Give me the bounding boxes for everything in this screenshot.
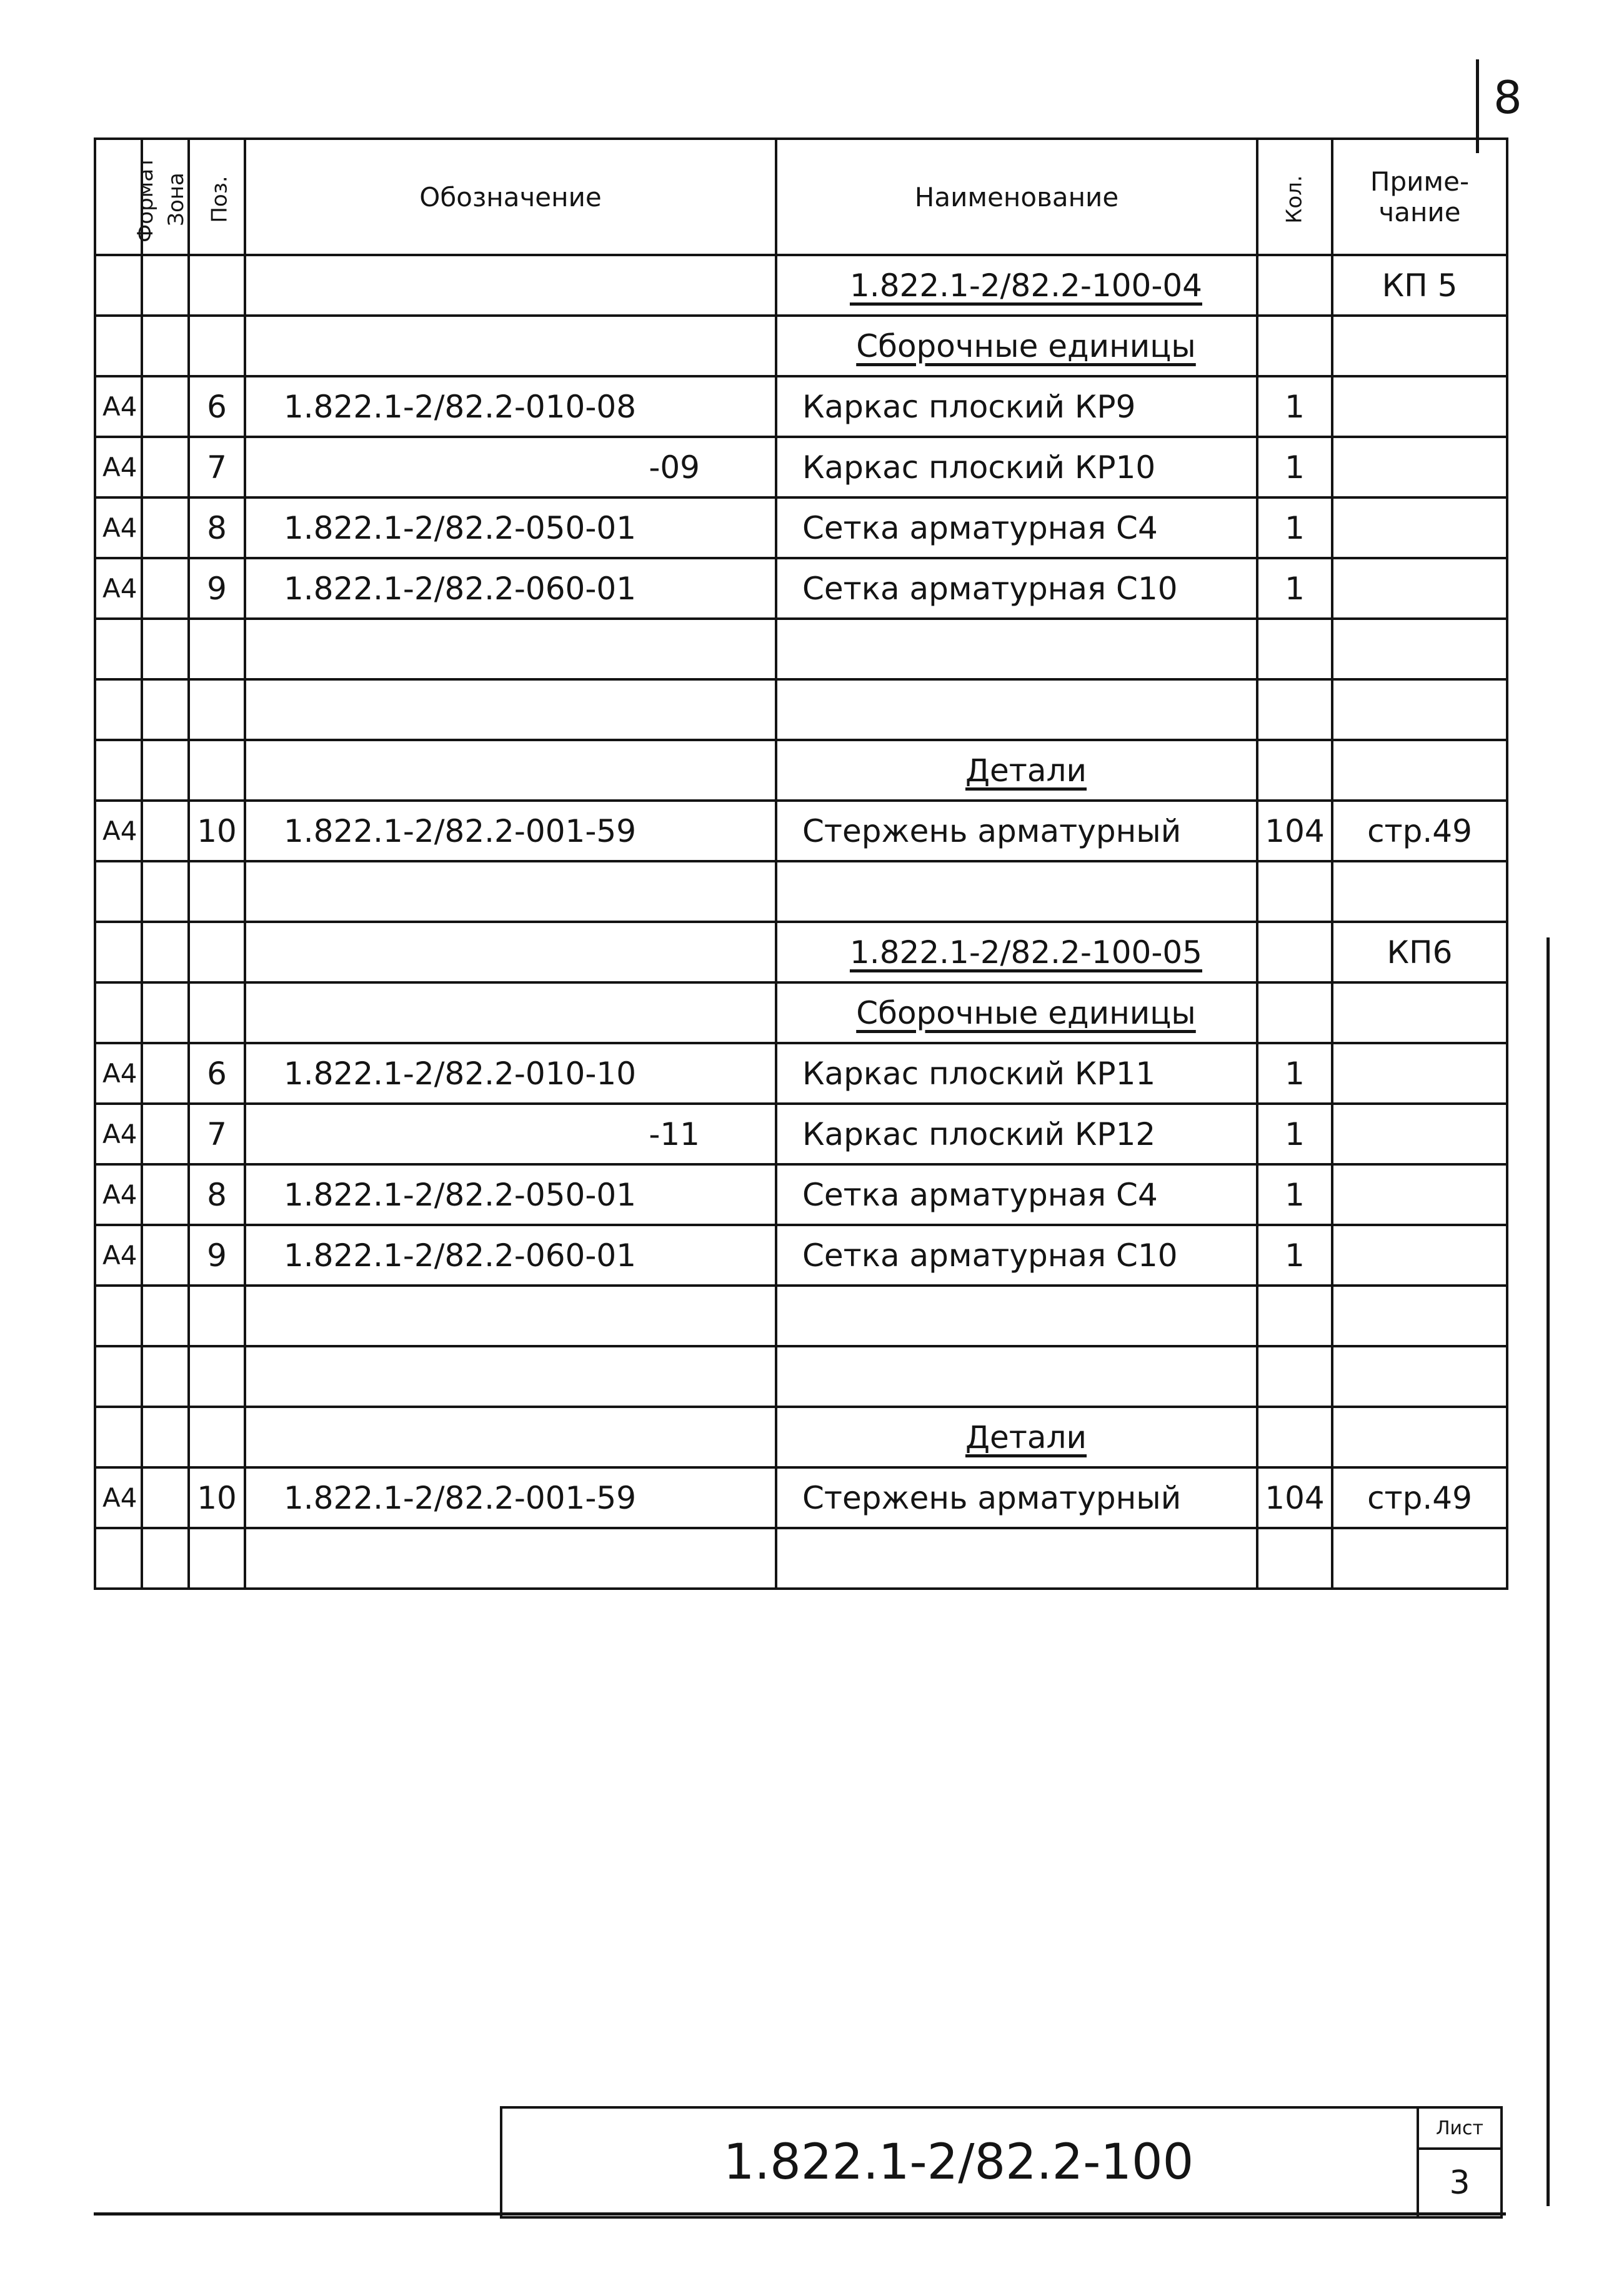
- cell-position: [189, 982, 245, 1043]
- frame-right-line: [1547, 937, 1550, 2206]
- table-row: [95, 801, 1507, 861]
- table-row: [95, 1104, 1507, 1164]
- cell-zone: [142, 679, 189, 740]
- cell-position: [189, 316, 245, 376]
- cell-quantity: 1: [1257, 1104, 1332, 1164]
- cell-name: Стержень арматурный: [776, 801, 1257, 861]
- cell-name: Сборочные единицы: [776, 982, 1257, 1043]
- cell-name: Сетка арматурная С10: [776, 1225, 1257, 1286]
- cell-quantity: 1: [1257, 376, 1332, 437]
- cell-position: 8: [189, 497, 245, 558]
- cell-note: стр.49: [1332, 801, 1507, 861]
- sheet-number: 3: [1449, 2164, 1470, 2202]
- cell-quantity: [1257, 679, 1332, 740]
- cell-format: [95, 1407, 142, 1467]
- table-row: [95, 316, 1507, 376]
- cell-note: [1332, 316, 1507, 376]
- cell-quantity: [1257, 255, 1332, 316]
- cell-zone: [142, 1104, 189, 1164]
- cell-designation: 1.822.1-2/82.2-050-01: [245, 497, 776, 558]
- table-row: [95, 497, 1507, 558]
- cell-format: [95, 982, 142, 1043]
- cell-position: 10: [189, 1467, 245, 1528]
- cell-format: [95, 1286, 142, 1346]
- cell-format: А4: [95, 437, 142, 497]
- table-header: [95, 139, 1507, 255]
- cell-note: [1332, 1225, 1507, 1286]
- cell-name: Каркас плоский КР11: [776, 1043, 1257, 1104]
- cell-designation: 1.822.1-2/82.2-010-08: [245, 376, 776, 437]
- table-row: [95, 1164, 1507, 1225]
- cell-designation: [245, 1286, 776, 1346]
- title-block: [500, 2106, 1503, 2219]
- cell-format: А4: [95, 558, 142, 619]
- table-row: [95, 1467, 1507, 1528]
- cell-position: [189, 1528, 245, 1589]
- cell-note: [1332, 1528, 1507, 1589]
- cell-name: Детали: [776, 1407, 1257, 1467]
- cell-name: Детали: [776, 740, 1257, 801]
- cell-quantity: 1: [1257, 1225, 1332, 1286]
- cell-format: [95, 1528, 142, 1589]
- table-row: [95, 922, 1507, 982]
- table-row: [95, 1346, 1507, 1407]
- cell-quantity: [1257, 1528, 1332, 1589]
- cell-designation: 1.822.1-2/82.2-050-01: [245, 1164, 776, 1225]
- cell-name: Сетка арматурная С4: [776, 497, 1257, 558]
- cell-designation: [245, 1528, 776, 1589]
- cell-format: [95, 316, 142, 376]
- cell-zone: [142, 861, 189, 922]
- cell-quantity: 104: [1257, 1467, 1332, 1528]
- cell-designation: -09: [245, 437, 776, 497]
- header-row: [95, 139, 1507, 255]
- cell-position: 10: [189, 801, 245, 861]
- cell-position: 6: [189, 1043, 245, 1104]
- cell-quantity: [1257, 1346, 1332, 1407]
- cell-zone: [142, 376, 189, 437]
- cell-zone: [142, 437, 189, 497]
- specification-table: [94, 137, 1508, 1590]
- cell-format: [95, 1346, 142, 1407]
- table-row: [95, 1407, 1507, 1467]
- cell-format: А4: [95, 1467, 142, 1528]
- cell-name: [776, 861, 1257, 922]
- header-position: Поз.: [189, 139, 245, 255]
- table-row: [95, 558, 1507, 619]
- cell-name: Каркас плоский КР12: [776, 1104, 1257, 1164]
- cell-zone: [142, 1225, 189, 1286]
- cell-note: [1332, 1104, 1507, 1164]
- cell-zone: [142, 619, 189, 679]
- cell-format: А4: [95, 376, 142, 437]
- cell-zone: [142, 922, 189, 982]
- cell-position: [189, 1346, 245, 1407]
- cell-format: А4: [95, 497, 142, 558]
- cell-designation: -11: [245, 1104, 776, 1164]
- header-zone: Зона: [142, 139, 189, 255]
- cell-designation: [245, 316, 776, 376]
- cell-zone: [142, 801, 189, 861]
- header-note: Приме-чание: [1332, 139, 1507, 255]
- cell-name: Стержень арматурный: [776, 1467, 1257, 1528]
- cell-format: А4: [95, 1104, 142, 1164]
- table-row: [95, 437, 1507, 497]
- cell-position: [189, 679, 245, 740]
- cell-designation: [245, 1407, 776, 1467]
- cell-zone: [142, 1407, 189, 1467]
- table-row: [95, 1225, 1507, 1286]
- table-row: [95, 376, 1507, 437]
- cell-quantity: 1: [1257, 497, 1332, 558]
- header-designation: Обозначение: [245, 139, 776, 255]
- cell-format: [95, 740, 142, 801]
- cell-zone: [142, 316, 189, 376]
- cell-position: [189, 1286, 245, 1346]
- cell-quantity: 1: [1257, 1164, 1332, 1225]
- cell-note: стр.49: [1332, 1467, 1507, 1528]
- cell-quantity: [1257, 1407, 1332, 1467]
- cell-note: [1332, 861, 1507, 922]
- header-quantity: Кол.: [1257, 139, 1332, 255]
- cell-designation: [245, 255, 776, 316]
- cell-quantity: [1257, 1286, 1332, 1346]
- cell-note: [1332, 376, 1507, 437]
- table-row: [95, 1043, 1507, 1104]
- cell-note: [1332, 740, 1507, 801]
- cell-quantity: 104: [1257, 801, 1332, 861]
- cell-name: Каркас плоский КР10: [776, 437, 1257, 497]
- cell-position: [189, 255, 245, 316]
- cell-name: [776, 1528, 1257, 1589]
- cell-quantity: 1: [1257, 558, 1332, 619]
- cell-position: [189, 619, 245, 679]
- cell-designation: [245, 740, 776, 801]
- cell-designation: [245, 861, 776, 922]
- sheet-cell: [1417, 2109, 1500, 2216]
- cell-note: [1332, 1407, 1507, 1467]
- table-row: [95, 740, 1507, 801]
- cell-note: [1332, 1043, 1507, 1104]
- cell-name: Каркас плоский КР9: [776, 376, 1257, 437]
- cell-zone: [142, 1346, 189, 1407]
- cell-designation: [245, 679, 776, 740]
- cell-format: А4: [95, 801, 142, 861]
- header-format: Формат: [95, 139, 142, 255]
- cell-position: 8: [189, 1164, 245, 1225]
- cell-designation: 1.822.1-2/82.2-010-10: [245, 1043, 776, 1104]
- cell-designation: 1.822.1-2/82.2-060-01: [245, 558, 776, 619]
- cell-designation: 1.822.1-2/82.2-001-59: [245, 801, 776, 861]
- cell-note: КП 5: [1332, 255, 1507, 316]
- cell-designation: 1.822.1-2/82.2-001-59: [245, 1467, 776, 1528]
- cell-quantity: 1: [1257, 1043, 1332, 1104]
- header-name: Наименование: [776, 139, 1257, 255]
- cell-position: [189, 861, 245, 922]
- table-row: [95, 1286, 1507, 1346]
- cell-format: А4: [95, 1225, 142, 1286]
- cell-name: [776, 619, 1257, 679]
- cell-zone: [142, 740, 189, 801]
- cell-position: [189, 740, 245, 801]
- cell-designation: [245, 922, 776, 982]
- cell-position: [189, 922, 245, 982]
- cell-zone: [142, 1164, 189, 1225]
- cell-name: Сетка арматурная С10: [776, 558, 1257, 619]
- cell-position: 7: [189, 1104, 245, 1164]
- cell-format: [95, 679, 142, 740]
- cell-quantity: 1: [1257, 437, 1332, 497]
- frame-bottom-line: [94, 2212, 1506, 2216]
- cell-position: 9: [189, 558, 245, 619]
- cell-note: [1332, 1346, 1507, 1407]
- cell-position: 9: [189, 1225, 245, 1286]
- table-row: [95, 679, 1507, 740]
- cell-format: [95, 619, 142, 679]
- cell-designation: [245, 619, 776, 679]
- cell-format: А4: [95, 1043, 142, 1104]
- cell-name: Сетка арматурная С4: [776, 1164, 1257, 1225]
- cell-note: [1332, 437, 1507, 497]
- cell-position: 7: [189, 437, 245, 497]
- cell-name: [776, 679, 1257, 740]
- table-row: [95, 1528, 1507, 1589]
- cell-name: Сборочные единицы: [776, 316, 1257, 376]
- cell-position: 6: [189, 376, 245, 437]
- cell-quantity: [1257, 922, 1332, 982]
- table-row: [95, 255, 1507, 316]
- page-number: 8: [1493, 71, 1522, 124]
- cell-note: [1332, 679, 1507, 740]
- cell-note: [1332, 982, 1507, 1043]
- table-row: [95, 861, 1507, 922]
- cell-note: [1332, 497, 1507, 558]
- table-row: [95, 619, 1507, 679]
- cell-quantity: [1257, 982, 1332, 1043]
- cell-zone: [142, 1286, 189, 1346]
- cell-zone: [142, 255, 189, 316]
- cell-name: 1.822.1-2/82.2-100-04: [776, 255, 1257, 316]
- cell-note: [1332, 619, 1507, 679]
- cell-quantity: [1257, 316, 1332, 376]
- table-body: [95, 255, 1507, 1589]
- cell-designation: [245, 982, 776, 1043]
- cell-quantity: [1257, 861, 1332, 922]
- cell-name: 1.822.1-2/82.2-100-05: [776, 922, 1257, 982]
- cell-zone: [142, 1043, 189, 1104]
- cell-format: А4: [95, 1164, 142, 1225]
- cell-quantity: [1257, 740, 1332, 801]
- cell-position: [189, 1407, 245, 1467]
- cell-note: [1332, 1164, 1507, 1225]
- cell-name: [776, 1346, 1257, 1407]
- cell-designation: [245, 1346, 776, 1407]
- cell-zone: [142, 497, 189, 558]
- cell-format: [95, 861, 142, 922]
- cell-note: [1332, 558, 1507, 619]
- cell-name: [776, 1286, 1257, 1346]
- sheet-label: Лист: [1419, 2109, 1500, 2150]
- cell-format: [95, 922, 142, 982]
- cell-quantity: [1257, 619, 1332, 679]
- cell-note: [1332, 1286, 1507, 1346]
- table-row: [95, 982, 1507, 1043]
- cell-zone: [142, 982, 189, 1043]
- cell-format: [95, 255, 142, 316]
- cell-zone: [142, 1467, 189, 1528]
- cell-zone: [142, 1528, 189, 1589]
- cell-note: КП6: [1332, 922, 1507, 982]
- cell-designation: 1.822.1-2/82.2-060-01: [245, 1225, 776, 1286]
- document-code: 1.822.1-2/82.2-100: [723, 2134, 1194, 2191]
- cell-zone: [142, 558, 189, 619]
